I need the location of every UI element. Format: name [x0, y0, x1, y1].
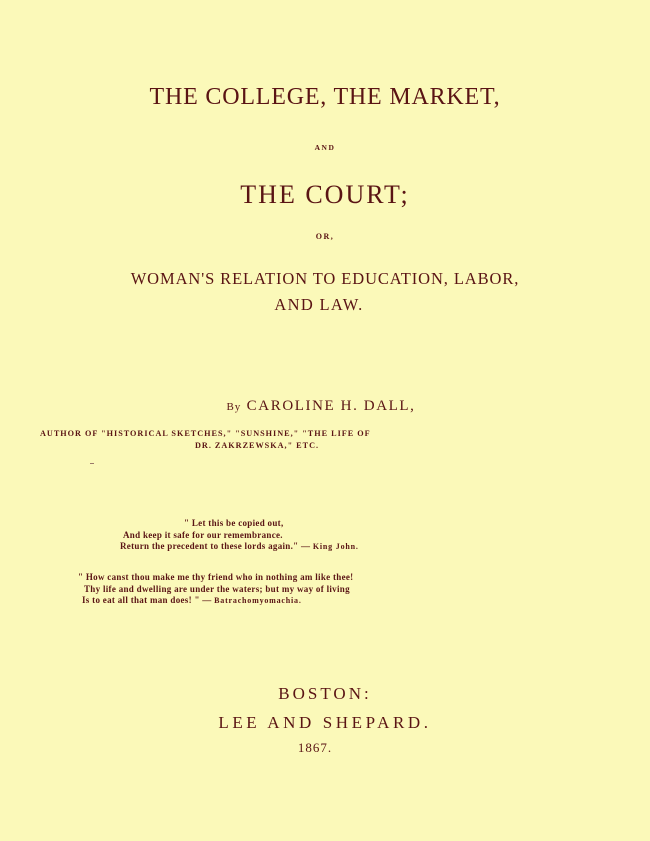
imprint-year: 1867. [297, 740, 333, 755]
author-description [40, 428, 600, 452]
epigraph-1-line-3-text: Return the precedent to these lords again." — [120, 541, 313, 551]
subtitle-line-2: AND LAW. [274, 295, 364, 314]
epigraph-1-source: King John. [312, 542, 359, 551]
epigraph-2-line-3 [78, 595, 353, 607]
title-line-1: THE COLLEGE, THE MARKET, [149, 84, 501, 110]
epigraph-2-source: Batrachomyomachia. [214, 596, 302, 605]
subtitle-line-1: WOMAN'S RELATION TO EDUCATION, LABOR, [130, 269, 520, 288]
byline [0, 398, 646, 415]
author-name: CAROLINE H. DALL, [246, 398, 416, 414]
byline-by: By [226, 401, 242, 413]
epigraph-king-john [120, 518, 359, 553]
epigraph-batrachomyomachia [78, 572, 353, 607]
conjunction-or: OR, [315, 232, 335, 241]
epigraph-1-line-3 [120, 541, 359, 553]
imprint-city: BOSTON: [278, 684, 372, 703]
printer-mark [90, 463, 94, 464]
epigraph-2-line-2: Thy life and dwelling are under the waters; but my way of living [84, 583, 350, 594]
epigraph-2-line-3-text: Is to eat all that man does! " — [82, 595, 215, 605]
epigraph-1-line-2: And keep it safe for our remembrance. [123, 529, 283, 540]
conjunction-and: AND [314, 143, 336, 152]
epigraph-1-line-1: " Let this be copied out, [184, 518, 284, 528]
author-description-line-2: DR. ZAKRZEWSKA," ETC. [195, 441, 320, 450]
epigraph-2-line-1: " How canst thou make me thy friend who in nothing am like thee! [78, 572, 354, 582]
author-description-line-1: AUTHOR OF "HISTORICAL SKETCHES," "SUNSHINE," "THE LIFE OF [40, 429, 371, 438]
title-line-2: THE COURT; [240, 180, 410, 209]
imprint-publisher: LEE AND SHEPARD. [218, 713, 432, 732]
